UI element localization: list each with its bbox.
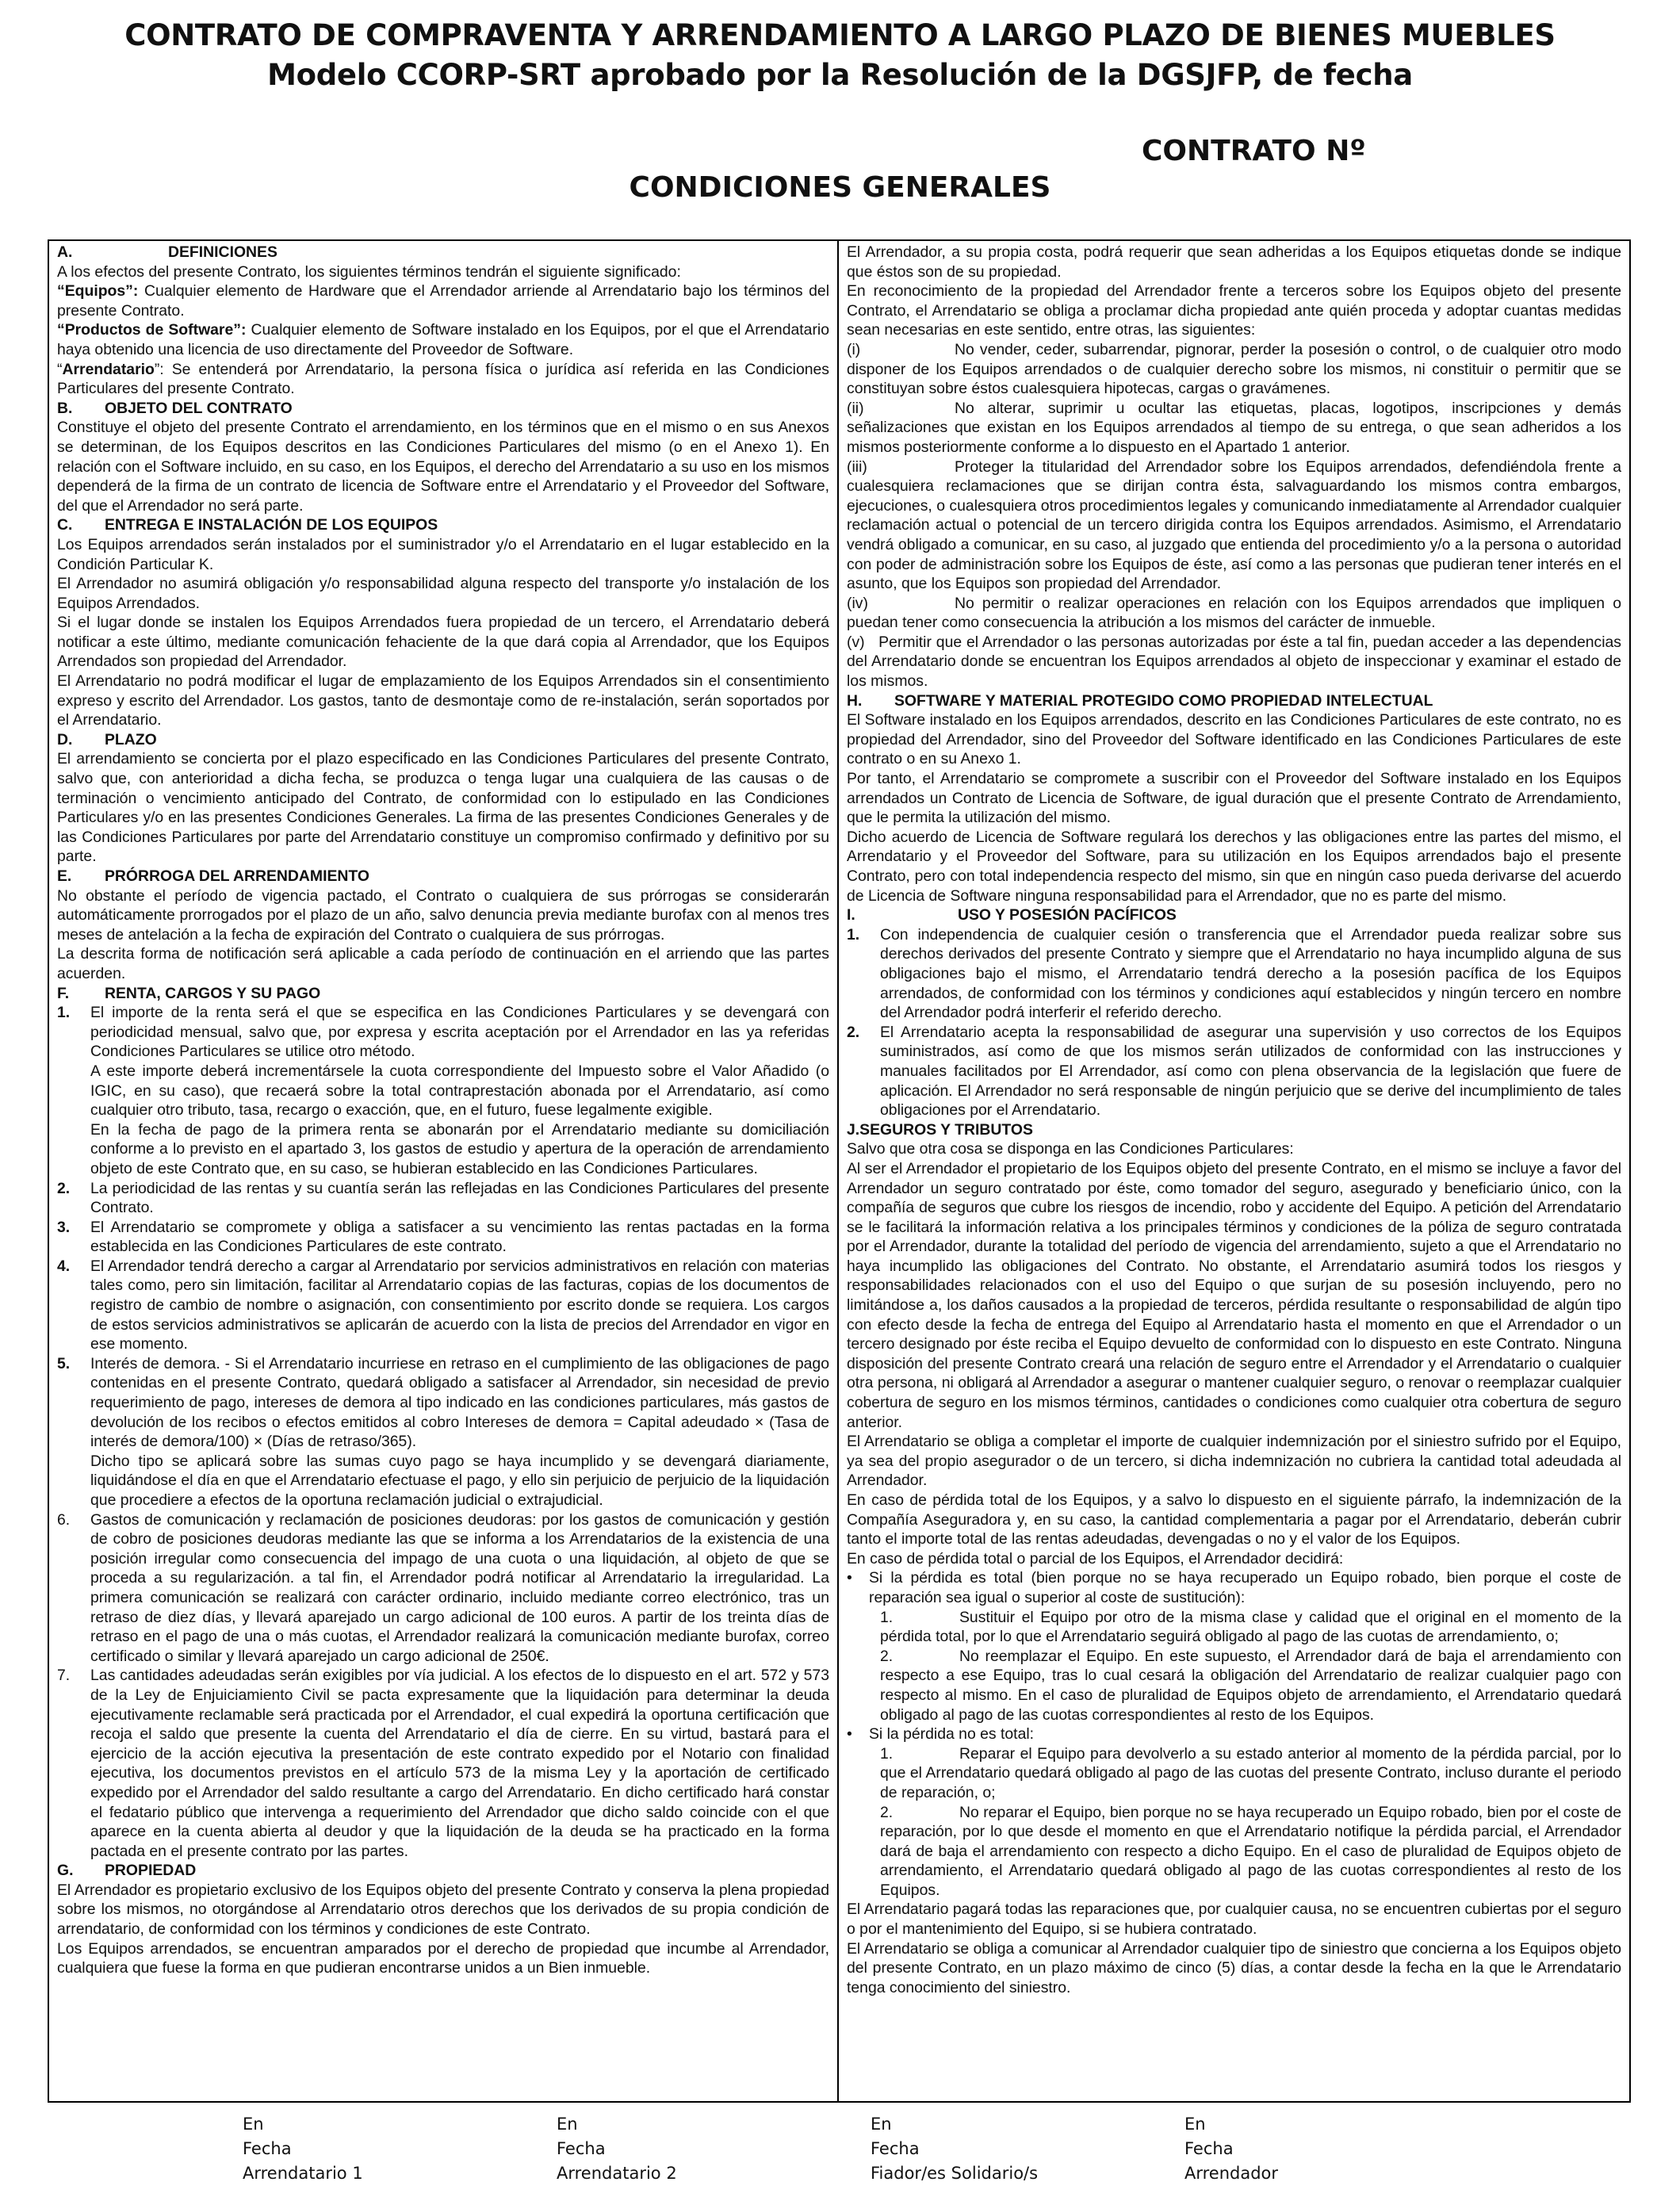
item-text: El Arrendatario acepta la responsabilidad de asegurar una supervisión y uso correctos de los Equipos suministrados, así como de que los mismos serán utilizados de conformidad con las instrucciones y manuales facilitados por El Arrendador, así como con plena observancia de la legislación que fuere de aplicación. El Arrendador no será responsable de ningún perjuicio que se derive del incumplimiento de tales obligaciones por el Arrendatario. xyxy=(880,1023,1621,1120)
document-subtitle: Modelo CCORP-SRT aprobado por la Resolución de la DGSJFP, de fecha xyxy=(267,58,1413,92)
sub-item xyxy=(847,1744,1621,1803)
bullet-item xyxy=(847,1724,1621,1744)
bullet-item xyxy=(847,1568,1621,1607)
paragraph: El importe de la renta será el que se especifica en las Condiciones Particulares y se devengará con periodicidad mensual, salvo que, por expresa y escrita aceptación por el Arrendador en las ya referidas Condiciones Particulares se utilice otro método. xyxy=(90,1004,829,1061)
signature-party: Arrendatario 2 xyxy=(557,2164,677,2183)
signature-place: En xyxy=(557,2115,578,2134)
bullet-glyph: • xyxy=(847,1569,852,1587)
bullet-text: Si la pérdida es total (bien porque no se haya recuperado un Equipo robado, bien porque el coste de reparación sea igual o superior al coste de sustitución): xyxy=(869,1569,1621,1606)
section-heading-g xyxy=(57,1861,829,1881)
section-letter: E. xyxy=(57,867,72,885)
left-column xyxy=(49,241,839,2101)
paragraph: Los Equipos arrendados, se encuentran amparados por el derecho de propiedad que incumbe al Arrendador, cualquiera que fuese la forma en que pudieran encontrarse unidos a un Bien inmueble. xyxy=(57,1939,829,1977)
item-text: Permitir que el Arrendador o las personas autorizadas por éste a tal fin, puedan acceder a las dependencias del Arrendatario donde se encuentran los Equipos arrendados al objeto de inspeccionar y examinar el estado de los mismos. xyxy=(847,633,1622,691)
paragraph: El Arrendador no asumirá obligación y/o responsabilidad alguna respecto del transporte y/o instalación de los Equipos Arrendados. xyxy=(57,575,829,612)
paragraph: Dicho acuerdo de Licencia de Software regulará los derechos y las obligaciones entre las partes del mismo, el Arrendatario y el Proveedor del Software, para su utilización en los Equipos arrendados bajo el presente Contrato, pero con total independencia respecto del mismo, sin que en ningún caso pueda derivarse del acuerdo de Licencia de Software ninguna responsabilidad para el Arrendador, que no es parte del mismo. xyxy=(847,828,1621,905)
item-text: Proteger la titularidad del Arrendador sobre los Equipos arrendados, defendiéndola frente a cualesquiera reclamaciones que se dirijan contra ésta, salvaguardando los mismos contra embargos, ejecuciones, o cualesquiera otros procedimientos legales y comunicando inmediatamente al Arrendador cualquier reclamación actual o potencial de un tercero dirigida contra los Equipos arrendados. Asimismo, el Arrendatario vendrá obligado a comunicar, en su caso, al juzgado que entienda del procedimiento y/o a la persona o autoridad con poder de administración sobre los Equipos de éste, así como a las personas que pudieran tener interés en el asunto, que los Equipos son propiedad del Arrendador. xyxy=(847,457,1621,593)
section-heading-c xyxy=(57,515,829,535)
item-number: 7. xyxy=(57,1667,71,1685)
section-title: CONDICIONES GENERALES xyxy=(629,171,1051,204)
signature-date: Fecha xyxy=(243,2139,292,2158)
signature-place: En xyxy=(871,2115,892,2134)
definition-term: Arrendatario xyxy=(62,360,155,378)
section-heading-text: PLAZO xyxy=(105,730,157,748)
conditions-table xyxy=(48,239,1631,2103)
section-heading-d xyxy=(57,730,829,750)
signature-party: Arrendatario 1 xyxy=(243,2164,363,2183)
section-heading-e xyxy=(57,867,829,886)
definition-software xyxy=(57,320,829,359)
definition-term: “Equipos”: xyxy=(57,282,139,300)
roman-item-iii xyxy=(847,457,1621,594)
item-number: 2. xyxy=(880,1803,894,1821)
section-letter: D. xyxy=(57,730,73,748)
roman-item-iv xyxy=(847,594,1621,633)
item-text: No reemplazar el Equipo. En este supuesto, el Arrendador dará de baja el arrendamiento con respecto a ese Equipo, tras lo cual cesará la obligación del Arrendatario de realizar cualquier pago con respecto al mismo. En el caso de pluralidad de Equipos objeto de arrendamiento, el Arrendatario quedará obligado al pago de las cuotas correspondientes al resto de los Equipos. xyxy=(880,1647,1621,1724)
signature-block-arrendador xyxy=(1184,2112,1278,2186)
numbered-item-f4 xyxy=(57,1257,829,1354)
section-heading-text: OBJETO DEL CONTRATO xyxy=(105,399,293,417)
section-letter: I. xyxy=(847,906,855,924)
paragraph: Constituye el objeto del presente Contrato el arrendamiento, en los términos que en el mismo o en sus Anexos se determinan, de los Equipos descritos en las Condiciones Particulares del mismo (o en el Anexo 1). En relación con el Software incluido, en su caso, en los Equipos, el derecho del Arrendatario a su uso en los mismos dependerá de la firma de un contrato de licencia de Software entre el Arrendatario y el Proveedor del Software, del que el Arrendador no será parte. xyxy=(57,419,829,515)
signature-block-arrendatario-2 xyxy=(557,2112,677,2186)
paragraph: El arrendamiento se concierta por el plazo especificado en las Condiciones Particulares del presente Contrato, salvo que, con anterioridad a dicha fecha, se produzca o tenga lugar una cualquiera de las causas o de terminación o vencimiento anticipado del Contrato, de conformidad con lo estipulado en las Condiciones Particulares y/o en las presentes Condiciones Generales. La firma de las presentes Condiciones Generales y de las Condiciones Particulares por parte del Arrendatario constituye un compromiso confirmado y definitivo por su parte. xyxy=(57,750,829,866)
section-heading-text: PROPIEDAD xyxy=(105,1862,197,1880)
paragraph: Al ser el Arrendador el propietario de los Equipos objeto del presente Contrato, en el mismo se incluye a favor del Arrendador un seguro contratado por éste, como tomador del seguro, asegurado y beneficiario único, con la compañía de seguros que cubre los riesgos de incendio, robo y accidente del Equipo. A petición del Arrendatario se le facilitará la información relativa a los principales términos y condiciones de la póliza de seguro contratada por el Arrendador, durante la totalidad del período de vigencia del arrendamiento, sujeto a que el Arrendatario no haya incumplido las obligaciones del Contrato. No obstante, el Arrendatario asumirá todos los riesgos y responsabilidades relacionados con el uso del Equipo o que surjan de su posesión incluyendo, pero no limitándose a, los daños causados a la propiedad de terceros, pérdida resultante o responsabilidad de algún tipo con efecto desde la fecha de entrega del Equipo al Arrendatario hasta el momento en que el Arrendador o un tercero designado por éste reciba el Equipo devuelto de conformidad con lo dispuesto en este Contrato. Ninguna disposición del presente Contrato creará una relación de seguro entre el Arrendador y el Arrendatario o cualquier otra persona, ni obligará al Arrendador a asegurar o mantener cualquier seguro, o renovar o reemplazar cualquier cobertura de seguro en los mismos términos, cantidades o condiciones como cualquier otra cobertura de seguro anterior. xyxy=(847,1159,1621,1431)
signature-party: Arrendador xyxy=(1184,2164,1279,2183)
section-heading-text: SOFTWARE Y MATERIAL PROTEGIDO COMO PROPIEDAD INTELECTUAL xyxy=(894,691,1433,710)
signature-date: Fecha xyxy=(1184,2139,1234,2158)
definition-text: Cualquier elemento de Software instalado en los Equipos, por el que el Arrendatario haya obtenido una licencia de uso directamente del Proveedor de Software. xyxy=(57,321,829,358)
sub-item xyxy=(847,1608,1621,1647)
item-number: 1. xyxy=(880,1608,894,1626)
paragraph: En reconocimiento de la propiedad del Arrendador frente a terceros sobre los Equipos objeto del presente Contrato, el Arrendatario se obliga a proclamar dicha propiedad ante quién proceda y adoptar cuantas medidas sean necesarias en este sentido, entre otras, las siguientes: xyxy=(847,282,1621,339)
item-number: (iv) xyxy=(847,594,868,612)
section-heading-text: USO Y POSESIÓN PACÍFICOS xyxy=(958,906,1177,924)
paragraph: El Arrendador es propietario exclusivo de los Equipos objeto del presente Contrato y conserva la plena propiedad sobre los mismos, no otorgándose al Arrendatario otros derechos que los derivados de su propia condición de arrendatario, de conformidad con los términos y condiciones de este Contrato. xyxy=(57,1881,829,1939)
section-heading-text: ENTREGA E INSTALACIÓN DE LOS EQUIPOS xyxy=(105,516,438,534)
item-text xyxy=(90,1354,829,1510)
paragraph: A los efectos del presente Contrato, los siguientes términos tendrán el siguiente significado: xyxy=(57,262,681,281)
numbered-item-f5 xyxy=(57,1354,829,1510)
paragraph: Los Equipos arrendados serán instalados por el suministrador y/o el Arrendatario en el lugar establecido en la Condición Particular K. xyxy=(57,535,829,573)
signature-date: Fecha xyxy=(871,2139,920,2158)
item-number: (iii) xyxy=(847,457,867,476)
bullet-text: Si la pérdida no es total: xyxy=(869,1725,1035,1744)
paragraph: El Arrendatario se obliga a completar el importe de cualquier indemnización por el siniestro sufrido por el Equipo, ya sea del propio asegurador o de un tercero, si dicha indemnización no cubriera la cantidad total adeudada al Arrendador. xyxy=(847,1433,1621,1490)
item-text: Las cantidades adeudadas serán exigibles por vía judicial. A los efectos de lo dispuesto en el art. 572 y 573 de la Ley de Enjuiciamiento Civil se pacta expresamente que la liquidación para determinar la deuda ejecutivamente reclamable será practicada por el Arrendador, el cual expedirá la oportuna certificación que recoja el saldo que presente la cuenta del Arrendatario el día de cierre. En su virtud, bastará para el ejercicio de la acción ejecutiva la presentación de este contrato expedido por el Notario con finalidad ejecutiva, los documentos previstos en el artículo 573 de la misma Ley y la aportación de certificado expedido por el Arrendador del saldo resultante a cargo del Arrendatario. En dicho certificado hará constar el fedatario público que intervenga a requerimiento del Arrendador que dicho saldo coincide con el que aparece en la cuenta abierta al deudor y que la liquidación de la deuda se ha practicado en la forma pactada en el presente contrato por las partes. xyxy=(90,1667,829,1860)
paragraph: Por tanto, el Arrendatario se compromete a suscribir con el Proveedor del Software instalado en los Equipos arrendados un Contrato de Licencia de Software, de igual duración que el presente Contrato de Arrendamiento, que le permita la utilización del mismo. xyxy=(847,770,1621,827)
definition-text: ”: Se entenderá por Arrendatario, la persona física o jurídica así referida en las Condiciones Particulares del presente Contrato. xyxy=(57,360,829,398)
numbered-item-f7 xyxy=(57,1666,829,1861)
item-text: El Arrendatario se compromete y obliga a satisfacer a su vencimiento las rentas pactadas en la forma establecida en las Condiciones Particulares de este contrato. xyxy=(90,1218,829,1256)
paragraph: Salvo que otra cosa se disponga en las Condiciones Particulares: xyxy=(847,1140,1294,1158)
item-number: 5. xyxy=(57,1354,71,1372)
section-heading-b xyxy=(57,399,829,419)
section-heading-i xyxy=(847,905,1621,925)
roman-item-v xyxy=(847,633,1621,691)
section-heading-text: PRÓRROGA DEL ARRENDAMIENTO xyxy=(105,867,369,885)
signature-block-fiador xyxy=(871,2112,1038,2186)
roman-item-i xyxy=(847,340,1621,399)
paragraph: El Arrendador, a su propia costa, podrá requerir que sean adheridas a los Equipos etiquetas donde se indique que éstos son de su propiedad. xyxy=(847,243,1621,281)
item-text: El Arrendador tendrá derecho a cargar al Arrendatario por servicios administrativos en relación con materias tales como, pero sin limitación, facilitar al Arrendatario copias de las facturas, copias de los documentos de registro de cambio de nombre o asignación, con consentimiento por escrito donde se requiera. Los cargos de estos servicios administrativos se aplicarán de acuerdo con la lista de precios del Arrendador en vigor en ese momento. xyxy=(90,1257,829,1353)
item-text: Reparar el Equipo para devolverlo a su estado anterior al momento de la pérdida parcial, por lo que el Arrendatario quedará obligado al pago de las cuotas del presente Contrato, incluso durante el periodo de reparación, o; xyxy=(880,1744,1621,1801)
paragraph: El Arrendatario se obliga a comunicar al Arrendador cualquier tipo de siniestro que concierna a los Equipos objeto del presente Contrato, en un plazo máximo de cinco (5) días, a contar desde la fecha en la que le Arrendatario tenga conocimiento del siniestro. xyxy=(847,1939,1621,1996)
item-text xyxy=(90,1003,829,1178)
section-heading-a xyxy=(57,243,829,262)
section-letter: G. xyxy=(57,1862,74,1880)
contract-number-label: CONTRATO Nº xyxy=(1142,135,1366,167)
numbered-item-f6 xyxy=(57,1510,829,1667)
signature-place: En xyxy=(1184,2115,1206,2134)
document-title: CONTRATO DE COMPRAVENTA Y ARRENDAMIENTO A LARGO PLAZO DE BIENES MUEBLES xyxy=(124,18,1556,52)
paragraph: El Arrendatario no podrá modificar el lugar de emplazamiento de los Equipos Arrendados sin el consentimiento expreso y escrito del Arrendador. Los gastos, tanto de desmontaje como de re-instalación, serán soportados por el Arrendatario. xyxy=(57,672,829,729)
item-text: Con independencia de cualquier cesión o transferencia que el Arrendador pueda realizar sobre sus derechos derivados del presente Contrato y siempre que el Arrendatario no haya incumplido alguna de sus obligaciones bajo el mismo, el Arrendatario tendrá derecho a la posesión pacífica de los Equipos arrendados, de conformidad con los términos y condiciones aquí establecidos y ningún tercero en nombre del Arrendador podrá interferir el referido derecho. xyxy=(880,925,1621,1022)
roman-item-ii xyxy=(847,399,1621,457)
quote-mark: “ xyxy=(57,360,63,378)
definition-text: Cualquier elemento de Hardware que el Arrendador arriende al Arrendatario bajo los términos del presente Contrato. xyxy=(57,282,829,320)
paragraph: Si el lugar donde se instalen los Equipos Arrendados fuera propiedad de un tercero, el Arrendatario deberá notificar a este último, mediante comunicación fehaciente de la que dará copia al Arrendador, que los Equipos Arrendados son propiedad del Arrendador. xyxy=(57,614,829,671)
numbered-item-f3 xyxy=(57,1218,829,1257)
item-text: No reparar el Equipo, bien porque no se haya recuperado un Equipo robado, bien por el coste de reparación, por lo que desde el momento en que el Arrendatario notifique la pérdida parcial, el Arrendador dará de baja el arrendamiento con respecto a dicho Equipo. En el caso de pluralidad de Equipos objeto de arrendamiento, el Arrendatario quedará obligado al pago de las cuotas correspondientes al resto de los Equipos. xyxy=(880,1803,1621,1899)
item-number: 1. xyxy=(880,1744,894,1763)
item-number: (ii) xyxy=(847,399,864,417)
paragraph: En la fecha de pago de la primera renta se abonarán por el Arrendatario mediante su domiciliación conforme a lo previsto en el apartado 3, los gastos de estudio y apertura de la operación de arrendamiento objeto de este Contrato que, en su caso, se hubieran establecido en las Condiciones Particulares. xyxy=(90,1120,829,1177)
paragraph: El Arrendatario pagará todas las reparaciones que, por cualquier causa, no se encuentren cubiertas por el seguro o por el mantenimiento del Equipo, si se hubiera contratado. xyxy=(847,1901,1621,1939)
section-letter: H. xyxy=(847,691,863,710)
sub-item xyxy=(847,1803,1621,1901)
section-heading-f xyxy=(57,984,829,1004)
item-number: (i) xyxy=(847,340,861,358)
right-column xyxy=(839,241,1629,2101)
item-number: 6. xyxy=(57,1510,71,1529)
definition-term: “Productos de Software”: xyxy=(57,321,247,339)
signature-party: Fiador/es Solidario/s xyxy=(871,2164,1039,2183)
paragraph: Interés de demora. - Si el Arrendatario incurriese en retraso en el cumplimiento de las obligaciones de pago contenidas en el presente Contrato, quedará obligado a satisfacer al Arrendador, sin necesidad de previo requerimiento de pago, intereses de demora al tipo indicado en las condiciones particulares, más gastos de devolución de los recibos o efectos emitidos al cobro Intereses de demora = Capital adeudado × (Tasa de interés de demora/100) × (Días de retraso/365). xyxy=(90,1354,829,1451)
definition-arrendatario xyxy=(57,360,829,399)
section-heading-text: RENTA, CARGOS Y SU PAGO xyxy=(105,984,321,1002)
item-number: 3. xyxy=(57,1218,71,1236)
paragraph: No obstante el período de vigencia pactado, el Contrato o cualquiera de sus prórrogas se considerarán automáticamente prorrogados por el plazo de un año, salvo denuncia previa mediante burofax con al menos tres meses de antelación a la fecha de expiración del Contrato o cualquiera de sus prórrogas. xyxy=(57,886,829,944)
section-letter: F. xyxy=(57,984,70,1002)
item-text: No vender, ceder, subarrendar, pignorar, perder la posesión o control, o de cualquier otro modo disponer de los Equipos arrendados o de cualquier derecho sobre los mismos, ni constituir o permitir que se constituyan sobre éstos cualesquiera hipotecas, cargas o gravámenes. xyxy=(847,340,1621,398)
item-number: 2. xyxy=(880,1647,894,1665)
paragraph: El Software instalado en los Equipos arrendados, descrito en las Condiciones Particulares de este contrato, no es propiedad del Arrendador, sino del Proveedor del Software identificado en las Condiciones Particulares de este contrato o en su Anexo 1. xyxy=(847,711,1621,768)
item-number: 1. xyxy=(57,1004,71,1022)
section-heading-text: DEFINICIONES xyxy=(168,243,277,261)
section-heading-h xyxy=(847,691,1621,711)
item-number: (v) xyxy=(847,633,865,651)
bullet-glyph: • xyxy=(847,1725,852,1744)
section-letter: B. xyxy=(57,399,73,417)
numbered-item-f1 xyxy=(57,1003,829,1178)
item-text: Gastos de comunicación y reclamación de posiciones deudoras: por los gastos de comunicación y gestión de cobro de posiciones deudoras mediante las que se informa a los Arrendatarios de la existencia de una posición irregular como consecuencia del impago de una cuota o una liquidación, al objeto de que se proceda a su regularización. a tal fin, el Arrendador podrá notificar al Arrendatario la irregularidad. La primera comunicación se realizará con carácter ordinario, incluido mediante correo electrónico, tras un retraso de diez días, y llevará aparejado un cargo adicional de 100 euros. A partir de los treinta días de retraso en el pago de una o más cuotas, el Arrendador realizará la comunicación mediante burofax, correo certificado o similar y llevará aparejado un cargo adicional de 250€. xyxy=(90,1510,829,1665)
definition-equipos xyxy=(57,281,829,320)
section-heading-j: J.SEGUROS Y TRIBUTOS xyxy=(847,1120,1033,1139)
sub-item xyxy=(847,1647,1621,1724)
numbered-item-i1 xyxy=(847,925,1621,1023)
paragraph: A este importe deberá incrementársele la cuota correspondiente del Impuesto sobre el Valor Añadido (o IGIC, en su caso), que recaerá sobre la total contraprestación abonada por el Arrendatario, así como cualquier otro tributo, tasa, recargo o exacción, que, en el futuro, fuese legalmente exigible. xyxy=(90,1062,829,1120)
paragraph: La descrita forma de notificación será aplicable a cada período de continuación en el arriendo que las partes acuerden. xyxy=(57,945,829,982)
section-letter: C. xyxy=(57,516,73,534)
item-text: No alterar, suprimir u ocultar las etiquetas, placas, logotipos, inscripciones y demás señalizaciones que existan en los Equipos arrendados al tiempo de su entrega, o que sean adheridos a los mismos posteriormente conforme a lo dispuesto en el Apartado 1 anterior. xyxy=(847,399,1621,456)
paragraph: Dicho tipo se aplicará sobre las sumas cuyo pago se haya incumplido y se devengará diariamente, liquidándose el día en que el Arrendatario efectuase el pago, y ello sin perjuicio de perjuicio de la liquidación que procediere a efectos de la oportuna reclamación judicial o extrajudicial. xyxy=(90,1452,829,1509)
item-number: 2. xyxy=(847,1023,860,1041)
item-text: La periodicidad de las rentas y su cuantía serán las reflejadas en las Condiciones Particulares del presente Contrato. xyxy=(90,1179,829,1217)
signature-date: Fecha xyxy=(557,2139,606,2158)
numbered-item-f2 xyxy=(57,1179,829,1218)
item-number: 1. xyxy=(847,925,860,944)
signature-block-arrendatario-1 xyxy=(243,2112,363,2186)
section-letter: A. xyxy=(57,243,73,261)
signature-place: En xyxy=(243,2115,264,2134)
item-text: Sustituir el Equipo por otro de la misma clase y calidad que el original en el momento de la pérdida total, por lo que el Arrendatario seguirá obligado al pago de las cuotas de arrendamiento, o; xyxy=(880,1608,1621,1646)
paragraph: En caso de pérdida total o parcial de los Equipos, el Arrendador decidirá: xyxy=(847,1549,1344,1567)
item-text: No permitir o realizar operaciones en relación con los Equipos arrendados que impliquen o puedan tener como consecuencia la atribución a los mismos del carácter de inmueble. xyxy=(847,594,1621,632)
item-number: 4. xyxy=(57,1257,71,1275)
item-number: 2. xyxy=(57,1179,71,1197)
paragraph: En caso de pérdida total de los Equipos, y a salvo lo dispuesto en el siguiente párrafo, la indemnización de la Compañía Aseguradora y, en su caso, la cantidad complementaria a pagar por el Arrendatario, deberán cubrir tanto el importe total de las rentas adeudadas, devengadas o no y el valor de los Equipos. xyxy=(847,1491,1621,1548)
numbered-item-i2 xyxy=(847,1023,1621,1120)
